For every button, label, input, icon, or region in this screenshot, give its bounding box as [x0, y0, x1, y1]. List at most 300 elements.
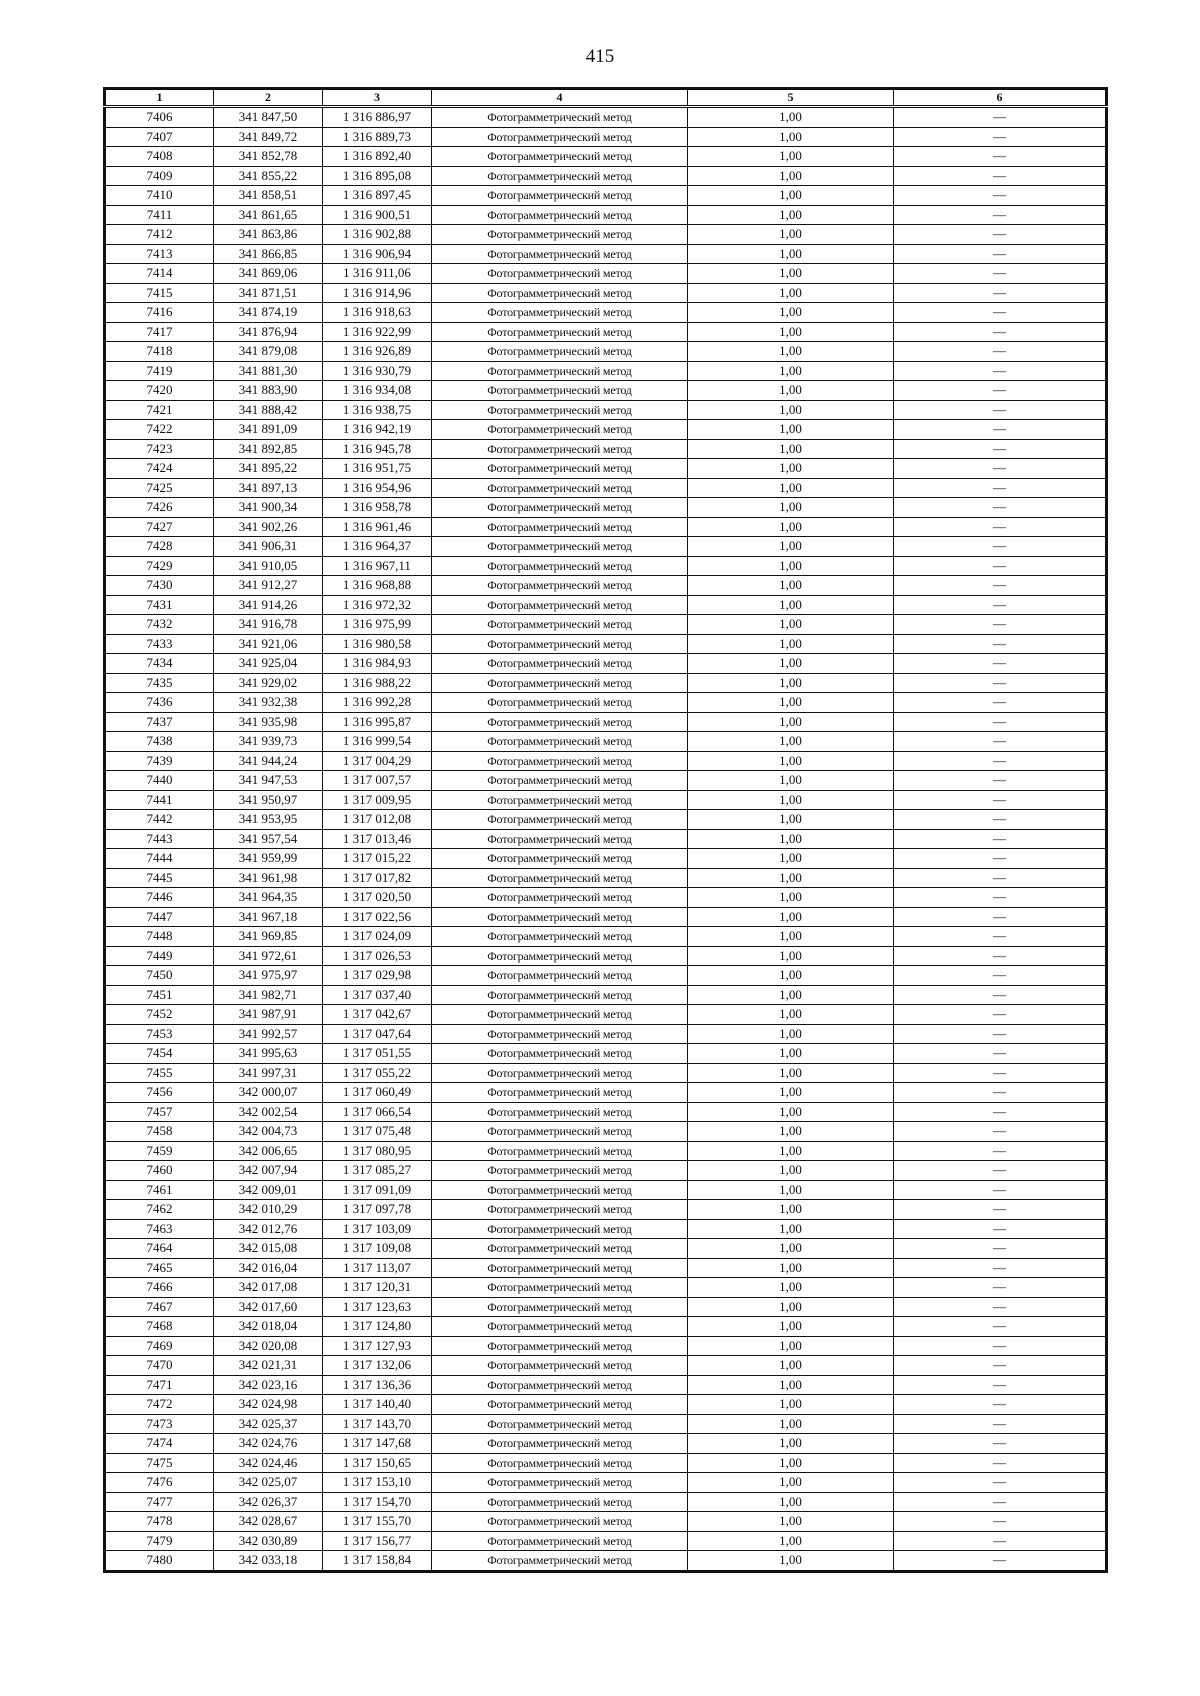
y-coordinate-cell: 1 316 942,19	[323, 420, 432, 440]
table-body	[105, 107, 1107, 1572]
y-coordinate-cell: 1 317 026,53	[323, 946, 432, 966]
method-cell: Фотограмметрический метод	[432, 381, 688, 401]
point-number-cell: 7480	[105, 1551, 214, 1572]
table-row	[105, 517, 1107, 537]
table-row	[105, 849, 1107, 869]
accuracy-cell: 1,00	[688, 1297, 894, 1317]
accuracy-cell: 1,00	[688, 517, 894, 537]
x-coordinate-cell: 342 009,01	[214, 1180, 323, 1200]
description-cell: —	[894, 1180, 1107, 1200]
table-row	[105, 361, 1107, 381]
description-cell: —	[894, 361, 1107, 381]
table-row	[105, 1200, 1107, 1220]
method-cell: Фотограмметрический метод	[432, 693, 688, 713]
description-cell: —	[894, 927, 1107, 947]
method-cell: Фотограмметрический метод	[432, 576, 688, 596]
y-coordinate-cell: 1 316 900,51	[323, 205, 432, 225]
method-cell: Фотограмметрический метод	[432, 400, 688, 420]
point-number-cell: 7428	[105, 537, 214, 557]
y-coordinate-cell: 1 317 154,70	[323, 1492, 432, 1512]
accuracy-cell: 1,00	[688, 1063, 894, 1083]
description-cell: —	[894, 907, 1107, 927]
description-cell: —	[894, 244, 1107, 264]
point-number-cell: 7436	[105, 693, 214, 713]
method-cell: Фотограмметрический метод	[432, 1024, 688, 1044]
point-number-cell: 7478	[105, 1512, 214, 1532]
accuracy-cell: 1,00	[688, 771, 894, 791]
point-number-cell: 7417	[105, 322, 214, 342]
accuracy-cell: 1,00	[688, 478, 894, 498]
point-number-cell: 7467	[105, 1297, 214, 1317]
x-coordinate-cell: 342 021,31	[214, 1356, 323, 1376]
x-coordinate-cell: 342 007,94	[214, 1161, 323, 1181]
method-cell: Фотограмметрический метод	[432, 1551, 688, 1572]
column-header: 2	[214, 89, 323, 107]
description-cell: —	[894, 1297, 1107, 1317]
accuracy-cell: 1,00	[688, 888, 894, 908]
y-coordinate-cell: 1 317 060,49	[323, 1083, 432, 1103]
y-coordinate-cell: 1 317 143,70	[323, 1414, 432, 1434]
point-number-cell: 7464	[105, 1239, 214, 1259]
accuracy-cell: 1,00	[688, 420, 894, 440]
y-coordinate-cell: 1 316 922,99	[323, 322, 432, 342]
accuracy-cell: 1,00	[688, 498, 894, 518]
table-row	[105, 751, 1107, 771]
point-number-cell: 7472	[105, 1395, 214, 1415]
x-coordinate-cell: 341 969,85	[214, 927, 323, 947]
method-cell: Фотограмметрический метод	[432, 1044, 688, 1064]
description-cell: —	[894, 1551, 1107, 1572]
point-number-cell: 7426	[105, 498, 214, 518]
accuracy-cell: 1,00	[688, 556, 894, 576]
description-cell: —	[894, 654, 1107, 674]
accuracy-cell: 1,00	[688, 966, 894, 986]
table-row	[105, 771, 1107, 791]
description-cell: —	[894, 1395, 1107, 1415]
table-row	[105, 888, 1107, 908]
table-row	[105, 693, 1107, 713]
table-row	[105, 303, 1107, 323]
table-row	[105, 576, 1107, 596]
accuracy-cell: 1,00	[688, 1083, 894, 1103]
x-coordinate-cell: 341 916,78	[214, 615, 323, 635]
accuracy-cell: 1,00	[688, 1531, 894, 1551]
x-coordinate-cell: 342 002,54	[214, 1102, 323, 1122]
point-number-cell: 7477	[105, 1492, 214, 1512]
table-row	[105, 966, 1107, 986]
point-number-cell: 7447	[105, 907, 214, 927]
header-row	[105, 89, 1107, 107]
accuracy-cell: 1,00	[688, 400, 894, 420]
method-cell: Фотограмметрический метод	[432, 205, 688, 225]
table-row	[105, 1512, 1107, 1532]
description-cell: —	[894, 1239, 1107, 1259]
accuracy-cell: 1,00	[688, 1375, 894, 1395]
table-row	[105, 712, 1107, 732]
accuracy-cell: 1,00	[688, 1512, 894, 1532]
x-coordinate-cell: 341 874,19	[214, 303, 323, 323]
table-row	[105, 420, 1107, 440]
method-cell: Фотограмметрический метод	[432, 634, 688, 654]
method-cell: Фотограмметрический метод	[432, 1356, 688, 1376]
point-number-cell: 7418	[105, 342, 214, 362]
description-cell: —	[894, 459, 1107, 479]
x-coordinate-cell: 342 033,18	[214, 1551, 323, 1572]
x-coordinate-cell: 341 961,98	[214, 868, 323, 888]
method-cell: Фотограмметрический метод	[432, 537, 688, 557]
accuracy-cell: 1,00	[688, 1414, 894, 1434]
accuracy-cell: 1,00	[688, 225, 894, 245]
method-cell: Фотограмметрический метод	[432, 420, 688, 440]
x-coordinate-cell: 342 010,29	[214, 1200, 323, 1220]
method-cell: Фотограмметрический метод	[432, 342, 688, 362]
accuracy-cell: 1,00	[688, 1180, 894, 1200]
method-cell: Фотограмметрический метод	[432, 907, 688, 927]
table-row	[105, 381, 1107, 401]
y-coordinate-cell: 1 316 889,73	[323, 127, 432, 147]
column-header: 3	[323, 89, 432, 107]
table-row	[105, 1141, 1107, 1161]
y-coordinate-cell: 1 317 080,95	[323, 1141, 432, 1161]
description-cell: —	[894, 1317, 1107, 1337]
method-cell: Фотограмметрический метод	[432, 1317, 688, 1337]
method-cell: Фотограмметрический метод	[432, 868, 688, 888]
point-number-cell: 7408	[105, 147, 214, 167]
y-coordinate-cell: 1 316 914,96	[323, 283, 432, 303]
table-row	[105, 127, 1107, 147]
x-coordinate-cell: 341 902,26	[214, 517, 323, 537]
method-cell: Фотограмметрический метод	[432, 439, 688, 459]
description-cell: —	[894, 829, 1107, 849]
table-row	[105, 1375, 1107, 1395]
description-cell: —	[894, 478, 1107, 498]
description-cell: —	[894, 771, 1107, 791]
description-cell: —	[894, 1453, 1107, 1473]
point-number-cell: 7410	[105, 186, 214, 206]
y-coordinate-cell: 1 317 091,09	[323, 1180, 432, 1200]
table-row	[105, 1492, 1107, 1512]
table-row	[105, 810, 1107, 830]
point-number-cell: 7442	[105, 810, 214, 830]
point-number-cell: 7446	[105, 888, 214, 908]
y-coordinate-cell: 1 316 964,37	[323, 537, 432, 557]
description-cell: —	[894, 303, 1107, 323]
y-coordinate-cell: 1 317 029,98	[323, 966, 432, 986]
point-number-cell: 7469	[105, 1336, 214, 1356]
y-coordinate-cell: 1 317 020,50	[323, 888, 432, 908]
point-number-cell: 7411	[105, 205, 214, 225]
description-cell: —	[894, 810, 1107, 830]
x-coordinate-cell: 341 849,72	[214, 127, 323, 147]
point-number-cell: 7471	[105, 1375, 214, 1395]
table-row	[105, 1551, 1107, 1572]
table-row	[105, 1239, 1107, 1259]
page-number: 415	[585, 46, 615, 67]
method-cell: Фотограмметрический метод	[432, 1239, 688, 1259]
accuracy-cell: 1,00	[688, 1239, 894, 1259]
description-cell: —	[894, 537, 1107, 557]
point-number-cell: 7423	[105, 439, 214, 459]
method-cell: Фотограмметрический метод	[432, 615, 688, 635]
method-cell: Фотограмметрический метод	[432, 264, 688, 284]
y-coordinate-cell: 1 316 895,08	[323, 166, 432, 186]
x-coordinate-cell: 341 883,90	[214, 381, 323, 401]
y-coordinate-cell: 1 316 897,45	[323, 186, 432, 206]
point-number-cell: 7421	[105, 400, 214, 420]
description-cell: —	[894, 1122, 1107, 1142]
table-row	[105, 244, 1107, 264]
table-row	[105, 1531, 1107, 1551]
x-coordinate-cell: 341 847,50	[214, 107, 323, 128]
point-number-cell: 7439	[105, 751, 214, 771]
description-cell: —	[894, 107, 1107, 128]
table-row	[105, 186, 1107, 206]
x-coordinate-cell: 341 982,71	[214, 985, 323, 1005]
accuracy-cell: 1,00	[688, 634, 894, 654]
table-row	[105, 205, 1107, 225]
accuracy-cell: 1,00	[688, 907, 894, 927]
accuracy-cell: 1,00	[688, 303, 894, 323]
method-cell: Фотограмметрический метод	[432, 498, 688, 518]
x-coordinate-cell: 342 024,46	[214, 1453, 323, 1473]
x-coordinate-cell: 341 972,61	[214, 946, 323, 966]
y-coordinate-cell: 1 316 951,75	[323, 459, 432, 479]
method-cell: Фотограмметрический метод	[432, 595, 688, 615]
description-cell: —	[894, 693, 1107, 713]
accuracy-cell: 1,00	[688, 1395, 894, 1415]
x-coordinate-cell: 341 914,26	[214, 595, 323, 615]
y-coordinate-cell: 1 316 938,75	[323, 400, 432, 420]
description-cell: —	[894, 400, 1107, 420]
y-coordinate-cell: 1 317 051,55	[323, 1044, 432, 1064]
table-row	[105, 1453, 1107, 1473]
method-cell: Фотограмметрический метод	[432, 459, 688, 479]
accuracy-cell: 1,00	[688, 849, 894, 869]
table-row	[105, 342, 1107, 362]
x-coordinate-cell: 341 957,54	[214, 829, 323, 849]
table-row	[105, 322, 1107, 342]
table-row	[105, 439, 1107, 459]
accuracy-cell: 1,00	[688, 283, 894, 303]
x-coordinate-cell: 341 921,06	[214, 634, 323, 654]
description-cell: —	[894, 1512, 1107, 1532]
x-coordinate-cell: 341 967,18	[214, 907, 323, 927]
method-cell: Фотограмметрический метод	[432, 361, 688, 381]
table-row	[105, 1044, 1107, 1064]
method-cell: Фотограмметрический метод	[432, 478, 688, 498]
method-cell: Фотограмметрический метод	[432, 810, 688, 830]
method-cell: Фотограмметрический метод	[432, 517, 688, 537]
accuracy-cell: 1,00	[688, 790, 894, 810]
description-cell: —	[894, 576, 1107, 596]
description-cell: —	[894, 1005, 1107, 1025]
y-coordinate-cell: 1 317 097,78	[323, 1200, 432, 1220]
x-coordinate-cell: 341 863,86	[214, 225, 323, 245]
method-cell: Фотограмметрический метод	[432, 166, 688, 186]
accuracy-cell: 1,00	[688, 1219, 894, 1239]
point-number-cell: 7453	[105, 1024, 214, 1044]
y-coordinate-cell: 1 316 999,54	[323, 732, 432, 752]
y-coordinate-cell: 1 316 972,32	[323, 595, 432, 615]
accuracy-cell: 1,00	[688, 361, 894, 381]
method-cell: Фотограмметрический метод	[432, 1512, 688, 1532]
method-cell: Фотограмметрический метод	[432, 1336, 688, 1356]
table-row	[105, 1395, 1107, 1415]
point-number-cell: 7444	[105, 849, 214, 869]
y-coordinate-cell: 1 317 022,56	[323, 907, 432, 927]
x-coordinate-cell: 341 891,09	[214, 420, 323, 440]
column-header: 4	[432, 89, 688, 107]
method-cell: Фотограмметрический метод	[432, 1083, 688, 1103]
description-cell: —	[894, 186, 1107, 206]
description-cell: —	[894, 966, 1107, 986]
table-row	[105, 868, 1107, 888]
method-cell: Фотограмметрический метод	[432, 1395, 688, 1415]
y-coordinate-cell: 1 316 992,28	[323, 693, 432, 713]
table-row	[105, 946, 1107, 966]
x-coordinate-cell: 342 017,60	[214, 1297, 323, 1317]
y-coordinate-cell: 1 316 892,40	[323, 147, 432, 167]
accuracy-cell: 1,00	[688, 654, 894, 674]
y-coordinate-cell: 1 316 954,96	[323, 478, 432, 498]
table-row	[105, 654, 1107, 674]
table-row	[105, 264, 1107, 284]
description-cell: —	[894, 264, 1107, 284]
point-number-cell: 7475	[105, 1453, 214, 1473]
x-coordinate-cell: 342 016,04	[214, 1258, 323, 1278]
description-cell: —	[894, 1200, 1107, 1220]
description-cell: —	[894, 751, 1107, 771]
y-coordinate-cell: 1 317 127,93	[323, 1336, 432, 1356]
accuracy-cell: 1,00	[688, 732, 894, 752]
table-row	[105, 1161, 1107, 1181]
method-cell: Фотограмметрический метод	[432, 849, 688, 869]
method-cell: Фотограмметрический метод	[432, 732, 688, 752]
method-cell: Фотограмметрический метод	[432, 1200, 688, 1220]
x-coordinate-cell: 341 935,98	[214, 712, 323, 732]
accuracy-cell: 1,00	[688, 1161, 894, 1181]
description-cell: —	[894, 166, 1107, 186]
point-number-cell: 7430	[105, 576, 214, 596]
y-coordinate-cell: 1 317 012,08	[323, 810, 432, 830]
x-coordinate-cell: 341 900,34	[214, 498, 323, 518]
accuracy-cell: 1,00	[688, 810, 894, 830]
point-number-cell: 7459	[105, 1141, 214, 1161]
accuracy-cell: 1,00	[688, 868, 894, 888]
table-row	[105, 1102, 1107, 1122]
accuracy-cell: 1,00	[688, 205, 894, 225]
description-cell: —	[894, 342, 1107, 362]
table-row	[105, 400, 1107, 420]
table-row	[105, 1063, 1107, 1083]
point-number-cell: 7409	[105, 166, 214, 186]
point-number-cell: 7433	[105, 634, 214, 654]
point-number-cell: 7427	[105, 517, 214, 537]
y-coordinate-cell: 1 317 124,80	[323, 1317, 432, 1337]
accuracy-cell: 1,00	[688, 264, 894, 284]
description-cell: —	[894, 1083, 1107, 1103]
y-coordinate-cell: 1 317 009,95	[323, 790, 432, 810]
table-row	[105, 459, 1107, 479]
x-coordinate-cell: 341 929,02	[214, 673, 323, 693]
accuracy-cell: 1,00	[688, 342, 894, 362]
table-row	[105, 927, 1107, 947]
y-coordinate-cell: 1 317 155,70	[323, 1512, 432, 1532]
point-number-cell: 7450	[105, 966, 214, 986]
x-coordinate-cell: 342 000,07	[214, 1083, 323, 1103]
accuracy-cell: 1,00	[688, 537, 894, 557]
y-coordinate-cell: 1 316 961,46	[323, 517, 432, 537]
method-cell: Фотограмметрический метод	[432, 1492, 688, 1512]
x-coordinate-cell: 342 004,73	[214, 1122, 323, 1142]
point-number-cell: 7424	[105, 459, 214, 479]
accuracy-cell: 1,00	[688, 829, 894, 849]
accuracy-cell: 1,00	[688, 381, 894, 401]
y-coordinate-cell: 1 316 945,78	[323, 439, 432, 459]
description-cell: —	[894, 595, 1107, 615]
x-coordinate-cell: 342 024,98	[214, 1395, 323, 1415]
point-number-cell: 7429	[105, 556, 214, 576]
description-cell: —	[894, 1141, 1107, 1161]
description-cell: —	[894, 127, 1107, 147]
y-coordinate-cell: 1 316 967,11	[323, 556, 432, 576]
x-coordinate-cell: 341 950,97	[214, 790, 323, 810]
table-row	[105, 1317, 1107, 1337]
method-cell: Фотограмметрический метод	[432, 1453, 688, 1473]
accuracy-cell: 1,00	[688, 186, 894, 206]
point-number-cell: 7448	[105, 927, 214, 947]
y-coordinate-cell: 1 317 042,67	[323, 1005, 432, 1025]
y-coordinate-cell: 1 316 918,63	[323, 303, 432, 323]
point-number-cell: 7462	[105, 1200, 214, 1220]
accuracy-cell: 1,00	[688, 595, 894, 615]
y-coordinate-cell: 1 317 085,27	[323, 1161, 432, 1181]
description-cell: —	[894, 732, 1107, 752]
y-coordinate-cell: 1 317 136,36	[323, 1375, 432, 1395]
x-coordinate-cell: 341 895,22	[214, 459, 323, 479]
description-cell: —	[894, 1024, 1107, 1044]
method-cell: Фотограмметрический метод	[432, 107, 688, 128]
description-cell: —	[894, 1044, 1107, 1064]
y-coordinate-cell: 1 316 902,88	[323, 225, 432, 245]
accuracy-cell: 1,00	[688, 1356, 894, 1376]
description-cell: —	[894, 322, 1107, 342]
y-coordinate-cell: 1 316 958,78	[323, 498, 432, 518]
x-coordinate-cell: 342 015,08	[214, 1239, 323, 1259]
point-number-cell: 7451	[105, 985, 214, 1005]
table-row	[105, 1024, 1107, 1044]
description-cell: —	[894, 1356, 1107, 1376]
y-coordinate-cell: 1 317 024,09	[323, 927, 432, 947]
x-coordinate-cell: 341 852,78	[214, 147, 323, 167]
x-coordinate-cell: 342 020,08	[214, 1336, 323, 1356]
x-coordinate-cell: 341 888,42	[214, 400, 323, 420]
x-coordinate-cell: 341 992,57	[214, 1024, 323, 1044]
table-header	[105, 89, 1107, 107]
y-coordinate-cell: 1 317 109,08	[323, 1239, 432, 1259]
method-cell: Фотограмметрический метод	[432, 790, 688, 810]
y-coordinate-cell: 1 316 934,08	[323, 381, 432, 401]
y-coordinate-cell: 1 316 926,89	[323, 342, 432, 362]
x-coordinate-cell: 341 987,91	[214, 1005, 323, 1025]
point-number-cell: 7463	[105, 1219, 214, 1239]
method-cell: Фотограмметрический метод	[432, 946, 688, 966]
x-coordinate-cell: 342 025,07	[214, 1473, 323, 1493]
point-number-cell: 7434	[105, 654, 214, 674]
table-row	[105, 732, 1107, 752]
method-cell: Фотограмметрический метод	[432, 771, 688, 791]
y-coordinate-cell: 1 317 007,57	[323, 771, 432, 791]
